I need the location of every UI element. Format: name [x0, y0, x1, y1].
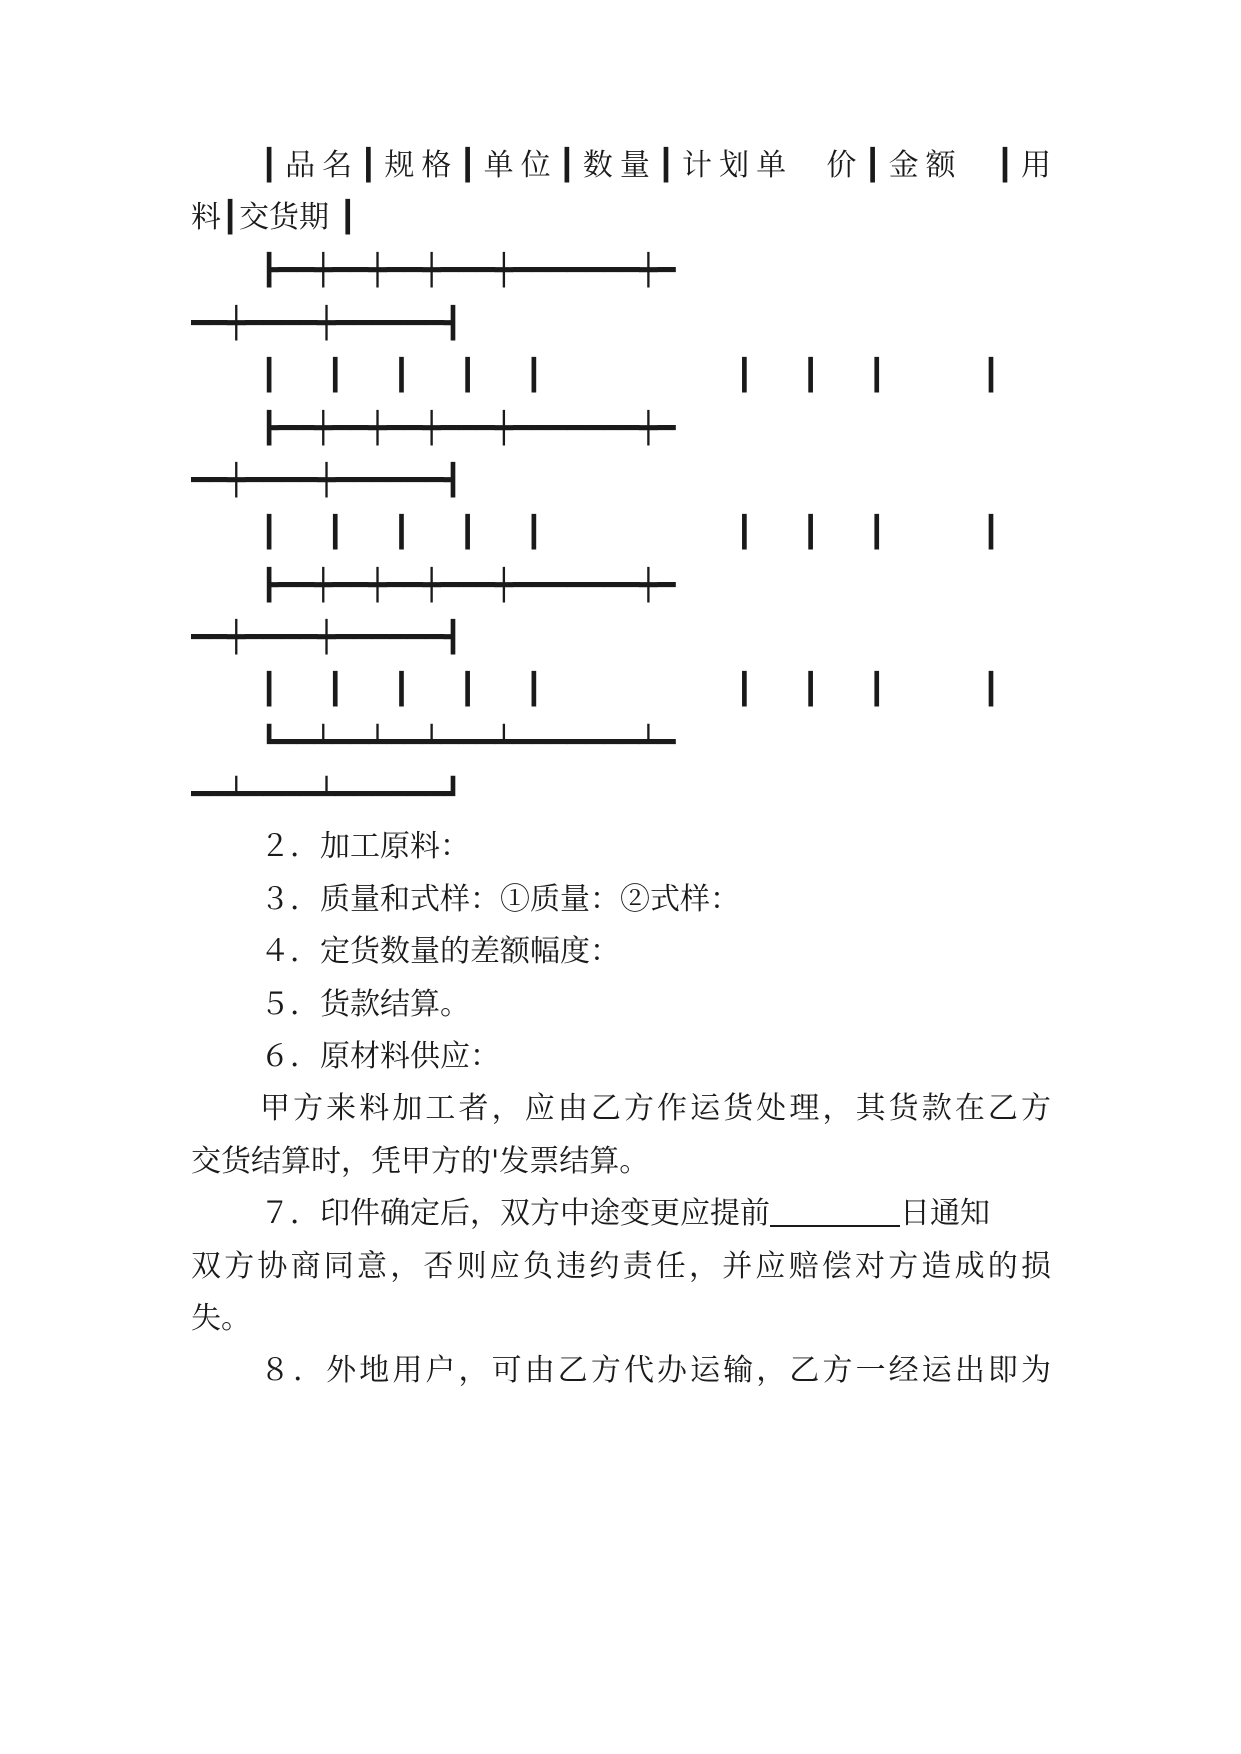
table-rule-line-continued: ━━┿━━━━┿━━━━━━┫ [191, 463, 462, 498]
clause-4: ４．定货数量的差额幅度： [260, 934, 620, 969]
table-rule-line: ┣━━┿━━┿━━┿━━━┿━━━━━━━┿━ [260, 253, 676, 288]
clause-6-paragraph-line-2: 交货结算时，凭甲方的'发票结算。 [191, 1144, 650, 1179]
table-rule-line-continued: ━━┿━━━━┿━━━━━━┫ [191, 620, 462, 655]
clause-7-line-3: 失。 [191, 1301, 251, 1336]
table-bottom-line-continued: ━━┷━━━━┷━━━━━━┛ [191, 777, 462, 812]
clause-7-text-start: ７．印件确定后，双方中途变更应提前 [260, 1196, 770, 1231]
clause-7-line-2: 双方协商同意，否则应负违约责任，并应赔偿对方造成的损 [191, 1249, 1051, 1284]
clause-5: ５．货款结算。 [260, 987, 470, 1022]
clause-6-paragraph-line-1: 甲方来料加工者，应由乙方作运货处理，其货款在乙方 [260, 1091, 1051, 1126]
table-rule-line: ┣━━┿━━┿━━┿━━━┿━━━━━━━┿━ [260, 411, 676, 446]
fill-in-blank [770, 1195, 900, 1227]
table-rule-line: ┣━━┿━━┿━━┿━━━┿━━━━━━━┿━ [260, 568, 676, 603]
table-cell-line: ┃ ┃ ┃ ┃ ┃ ┃ ┃ ┃ ┃ [260, 515, 1000, 550]
table-bottom-line: ┗━━┷━━┷━━┷━━━┷━━━━━━━┷━ [260, 725, 676, 760]
clause-3: ３．质量和式样：①质量：②式样： [260, 882, 740, 917]
table-rule-line-continued: ━━┿━━━━┿━━━━━━┫ [191, 306, 462, 341]
clause-7-text-end: 日通知 [900, 1196, 990, 1231]
clause-8-line-1: ８．外地用户，可由乙方代办运输，乙方一经运出即为 [260, 1353, 1051, 1388]
table-cell-line: ┃ ┃ ┃ ┃ ┃ ┃ ┃ ┃ ┃ [260, 672, 1000, 707]
table-header-line-1: ┃品名┃规格┃单位┃数量┃计划单 价┃金额 ┃用 [260, 148, 1051, 183]
clause-2: ２．加工原料： [260, 829, 470, 864]
clause-6: ６．原材料供应： [260, 1039, 500, 1074]
table-header-line-2: 料┃交货期 ┃ [191, 200, 357, 235]
clause-7-line-1 [260, 1185, 1051, 1243]
table-cell-line: ┃ ┃ ┃ ┃ ┃ ┃ ┃ ┃ ┃ [260, 358, 1000, 393]
